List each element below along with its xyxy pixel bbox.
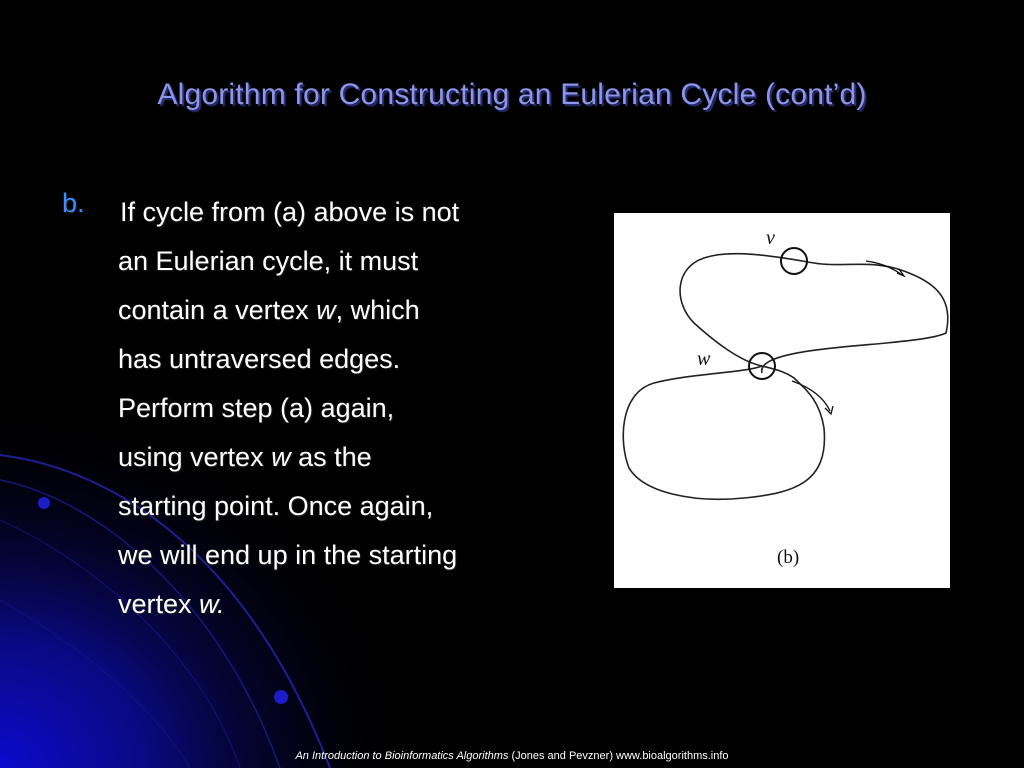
lower-cycle-path <box>623 366 824 499</box>
bullet-line-text: as the <box>290 442 372 472</box>
emphasized-vertex-text: w. <box>199 589 225 619</box>
bullet-line <box>118 237 418 286</box>
footer-credit <box>0 750 1024 762</box>
footer-book-title: An Introduction to Bioinformatics Algorithms <box>295 750 509 762</box>
emphasized-vertex-text: w <box>271 442 291 472</box>
bullet-line <box>118 286 420 335</box>
vertex-v-label: v <box>766 227 775 249</box>
bullet-line <box>120 188 459 237</box>
bullet-line-text: Perform step (a) again, <box>118 393 395 423</box>
bullet-line-text: If cycle from (a) above is not <box>120 197 460 227</box>
bullet-marker: b. <box>62 188 85 218</box>
bullet-line-text: starting point. Once again, <box>118 491 434 521</box>
slide-title: Algorithm for Constructing an Eulerian Cycle (cont’d) <box>157 78 867 111</box>
bullet-line-text: we will end up in the starting <box>118 540 458 570</box>
bullet-line-text: an Eulerian cycle, it must <box>118 246 419 276</box>
emphasized-vertex-text: w <box>316 295 336 325</box>
bullet-line <box>118 580 225 629</box>
vertex-w-label: w <box>697 348 711 370</box>
figure-caption: (b) <box>777 547 800 568</box>
bullet-line <box>118 531 457 580</box>
bullet-line-text: using vertex <box>118 442 272 472</box>
bullet-line <box>118 335 400 384</box>
background-dot <box>38 497 50 509</box>
bullet-line-text: vertex <box>118 589 200 619</box>
bullet-line-text: has untraversed edges. <box>118 344 401 374</box>
bullet-line <box>118 482 433 531</box>
upper-cycle-path <box>680 254 948 373</box>
bullet-line-text: , which <box>335 295 420 325</box>
figure-drawing <box>614 213 950 588</box>
background-dot <box>274 690 288 704</box>
bullet-line-text: contain a vertex <box>118 295 317 325</box>
bullet-line <box>118 433 372 482</box>
eulerian-cycle-figure <box>614 213 950 588</box>
bullet-line <box>118 384 394 433</box>
footer-authors-url: (Jones and Pevzner) www.bioalgorithms.info <box>508 750 729 762</box>
